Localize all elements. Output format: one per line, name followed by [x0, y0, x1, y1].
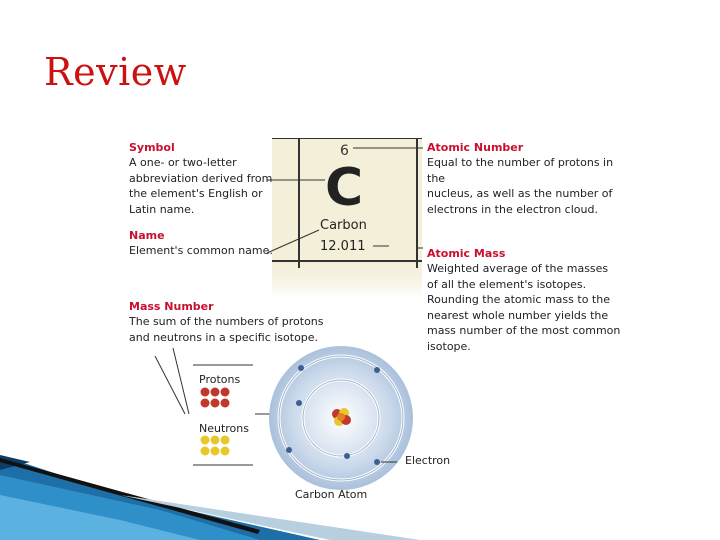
- neutrons-label: Neutrons: [199, 422, 249, 435]
- symbol-line: A one- or two-letter: [129, 156, 237, 169]
- atomic-mass-line: Weighted average of the masses: [427, 262, 609, 275]
- symbol-heading: Symbol: [129, 141, 175, 154]
- mass-number-heading: Mass Number: [129, 300, 214, 313]
- symbol-line: abbreviation derived from: [129, 171, 273, 185]
- mass-number-line: The sum of the numbers of protons: [129, 315, 324, 328]
- protons-cluster: [201, 388, 230, 408]
- element-name: Carbon: [320, 218, 367, 233]
- atomic-mass-line: nearest whole number yields the: [427, 308, 609, 322]
- atomic-number-line: electrons in the electron cloud.: [427, 202, 598, 216]
- atomic-number-line: Equal to the number of protons in the: [427, 156, 614, 185]
- atomic-mass-label: [427, 246, 620, 354]
- atomic-mass-line: of all the element's isotopes.: [427, 277, 587, 291]
- atomic-mass-line: Rounding the atomic mass to the: [427, 293, 610, 306]
- mass-number-label: [129, 299, 324, 345]
- symbol-line: the element's English or: [129, 187, 263, 200]
- electron-label: Electron: [405, 454, 451, 467]
- name-heading: Name: [129, 229, 165, 242]
- periodic-figure: [127, 138, 627, 508]
- symbol-label: [129, 140, 272, 217]
- name-label: [129, 228, 273, 259]
- atomic-mass-heading: Atomic Mass: [427, 247, 506, 260]
- symbol-line: Latin name.: [129, 202, 195, 216]
- element-symbol: C: [325, 158, 364, 218]
- atomic-number-heading: Atomic Number: [427, 141, 524, 154]
- name-line: Element's common name.: [129, 244, 273, 257]
- slide-title: Review: [44, 50, 187, 94]
- protons-label: Protons: [199, 373, 241, 386]
- atomic-number-label: [427, 140, 627, 217]
- neutrons-cluster: [201, 436, 230, 456]
- atom-caption: Carbon Atom: [295, 488, 368, 501]
- atomic-mass-value: 12.011: [320, 239, 366, 254]
- mass-number-line: and neutrons in a specific isotope.: [129, 330, 319, 344]
- atomic-number-line: nucleus, as well as the number of: [427, 187, 613, 200]
- atomic-number-value: 6: [340, 143, 349, 159]
- atomic-mass-line: isotope.: [427, 339, 471, 353]
- atomic-mass-line: mass number of the most common: [427, 324, 621, 337]
